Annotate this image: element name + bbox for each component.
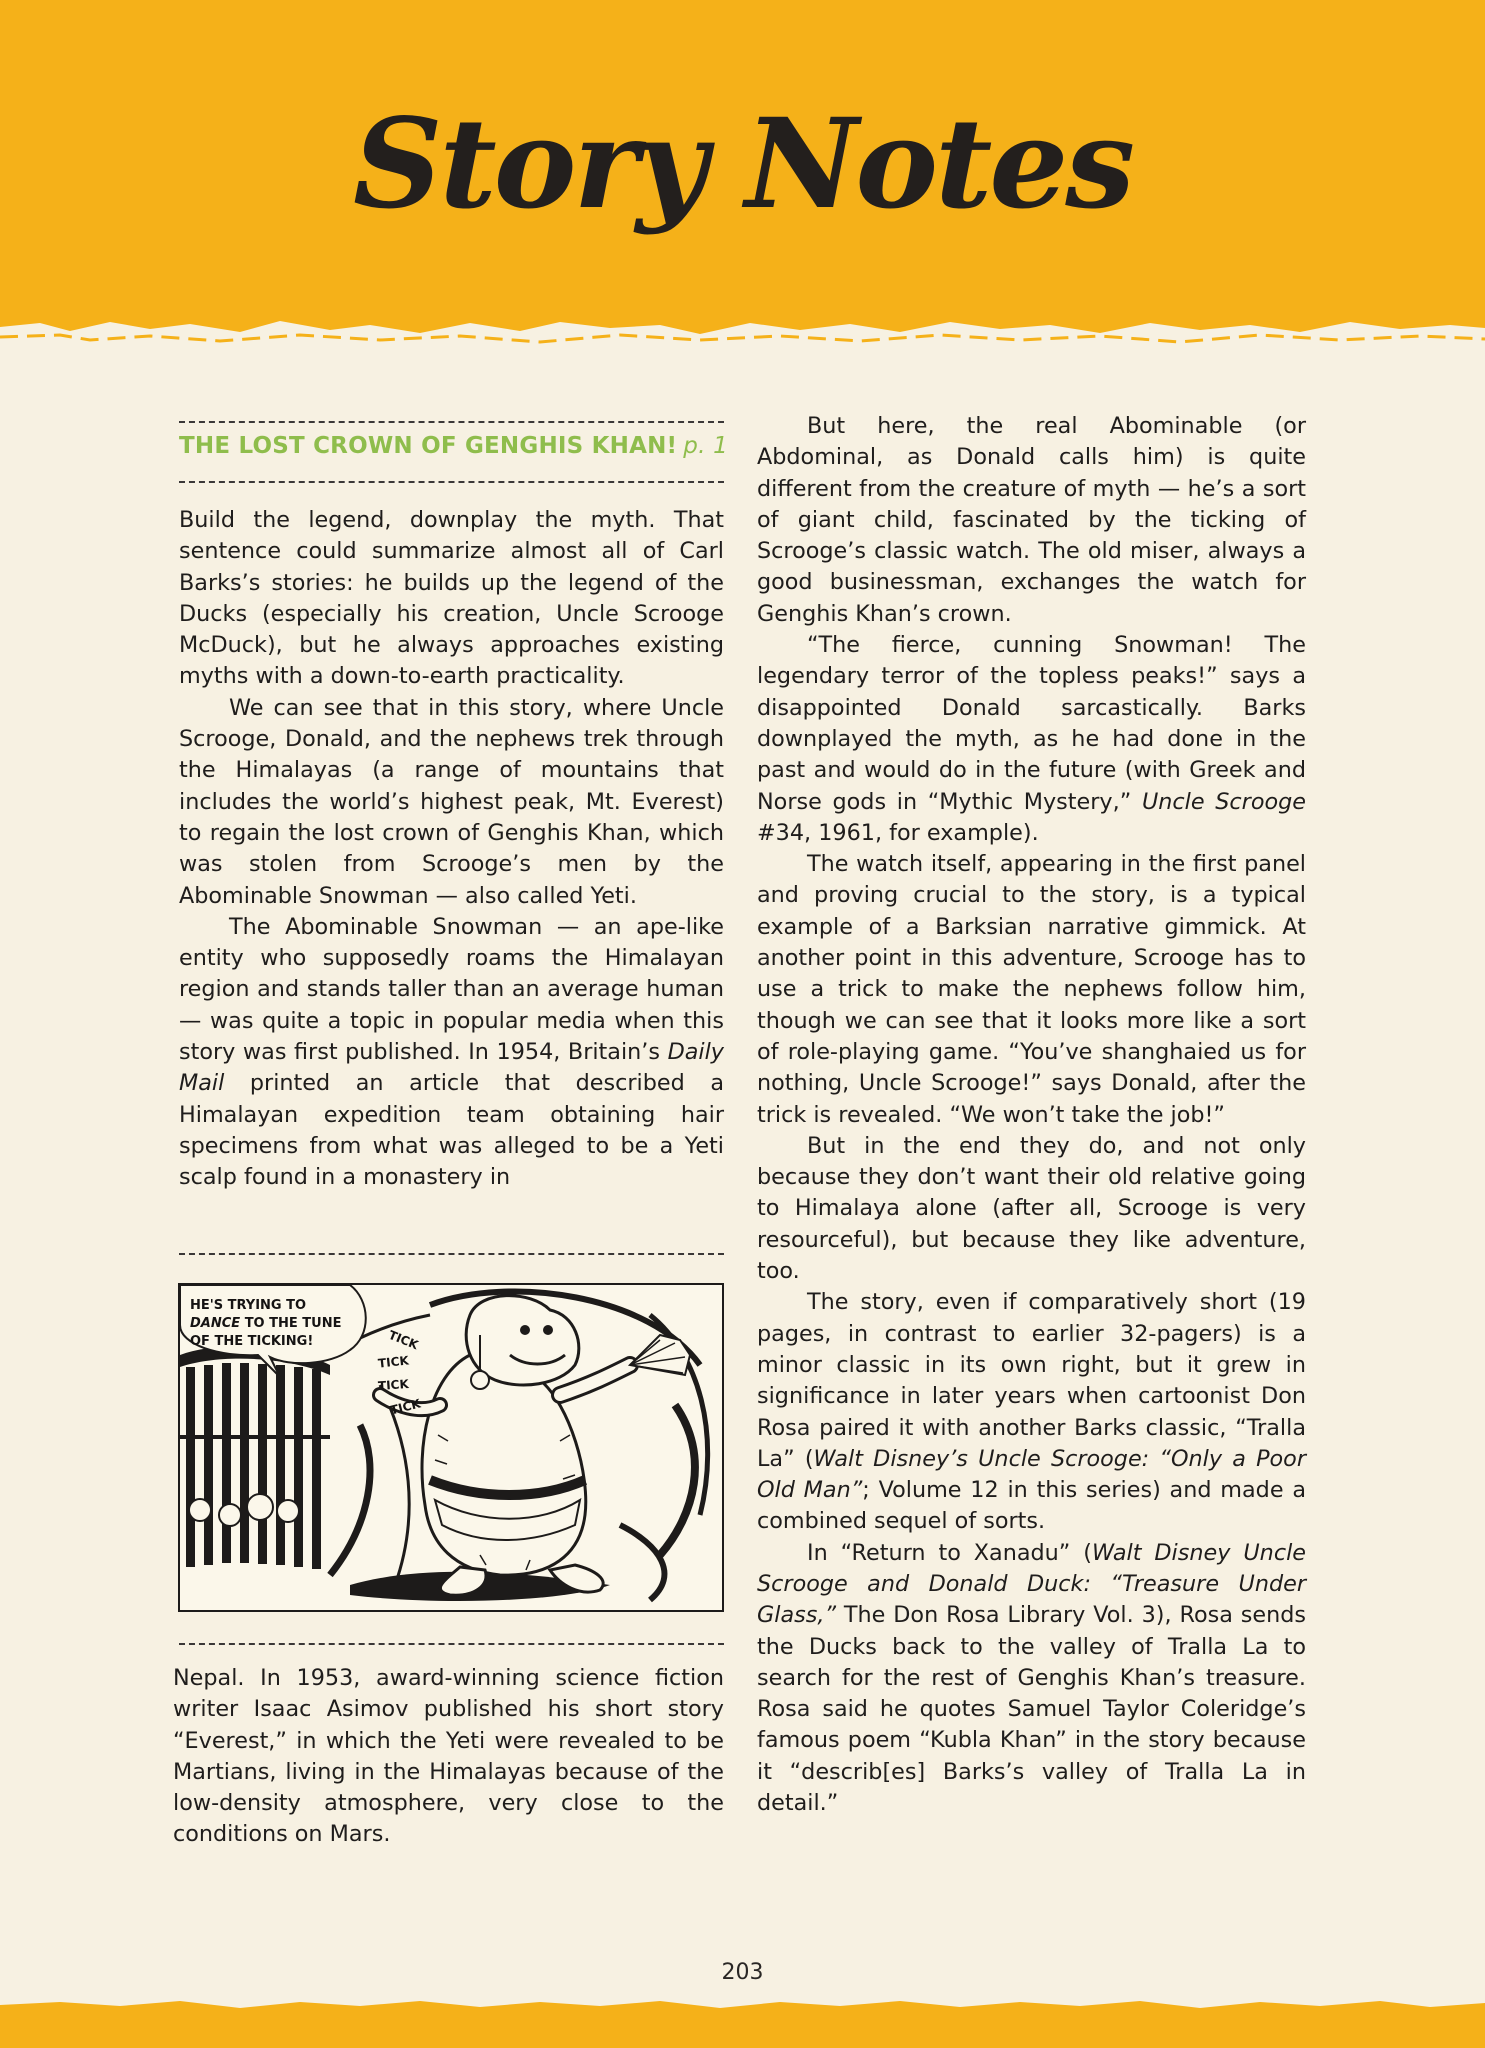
section-heading	[179, 433, 728, 459]
left-column-continued	[173, 1663, 724, 1851]
right-column-text	[757, 411, 1306, 1819]
divider-below-panel	[179, 1643, 724, 1645]
paragraph: The Abominable Snowman — an ape-like entity who supposedly roams the Himalayan region and stands taller than an average human — was quite a topic in popular media when this story was first published. In 1954, Britain’s Daily Mail printed an article that described a Himalayan expedition team obtaining hair specimens from what was alleged to be a Yeti scalp found in a monastery in	[179, 913, 724, 1191]
paragraph: “The fierce, cunning Snowman! The legendary terror of the topless peaks!” says a disappointed Donald sarcastically. Barks downplayed the myth, as he had done in the past and would do in the future (with Greek and Norse gods in “Mythic Mystery,” Uncle Scrooge #34, 1961, for example).	[757, 632, 1306, 846]
torn-edge-bottom	[0, 1997, 1485, 2013]
paragraph: We can see that in this story, where Uncle Scrooge, Donald, and the nephews trek through the Himalayas (a range of mountains that includes the world’s highest peak, Mt. Everest) to regain the lost crown of Genghis Khan, which was stolen from Scrooge’s men by the Abominable Snowman — also called Yeti.	[179, 694, 724, 909]
publication-title: Walt Disney’s Uncle Scrooge: “Only a Poor Old Man”	[757, 1445, 1306, 1504]
torn-edge-top	[0, 313, 1485, 353]
speech-balloon: HE'S TRYING TO DANCE TO THE TUNE OF THE TICKING!	[190, 1298, 342, 1349]
publication-title: Walt Disney Uncle Scrooge and Donald Duck: “Treasure Under Glass,”	[757, 1539, 1306, 1629]
sound-effect: TICK	[388, 1396, 423, 1418]
speech-emphasis: DANCE	[190, 1316, 241, 1331]
page-number: 203	[721, 1960, 764, 1985]
divider-top	[179, 421, 724, 423]
divider-heading-bottom	[179, 481, 724, 483]
paragraph: Nepal. In 1953, award-winning science fiction writer Isaac Asimov published his short story “Everest,” in which the Yeti were revealed to be Martians, living in the Himalayas because of the low-density atmosphere, very close to the conditions on Mars.	[173, 1665, 724, 1848]
paragraph: But in the end they do, and not only because they don’t want their old relative going to Himalaya alone (after all, Scrooge is very resourceful), but because they like adventure, too.	[757, 1132, 1306, 1285]
left-column-text	[179, 505, 724, 1194]
paragraph: The watch itself, appearing in the first panel and proving crucial to the story, is a typical example of a Barksian narrative gimmick. At another point in this adventure, Scrooge has to use a trick to make the nephews follow him, though we can see that it looks more like a sort of role-playing game. “You’ve shanghaied us for nothing, Uncle Scrooge!” says Donald, after the trick is revealed. “We won’t take the job!”	[757, 851, 1306, 1128]
sound-effect: TICK	[386, 1327, 421, 1353]
publication-title: Daily Mail	[179, 1039, 724, 1097]
section-title: THE LOST CROWN OF GENGHIS KHAN!	[179, 433, 678, 459]
publication-title: Uncle Scrooge	[1141, 788, 1306, 815]
paragraph: In “Return to Xanadu” (Walt Disney Uncle Scrooge and Donald Duck: “Treasure Under Glass,” The Don Rosa Library Vol. 3), Rosa sends the Ducks back to the valley of Tralla La to search for the rest of Genghis Khan’s treasure. Rosa said he quotes Samuel Taylor Coleridge’s famous poem “Kubla Khan” in the story because it “describ[es] Barks’s valley of Tralla La in detail.”	[757, 1539, 1306, 1817]
page-title: Story Notes	[352, 92, 1133, 237]
sound-effect: TICK	[377, 1353, 410, 1371]
divider-above-panel	[179, 1253, 724, 1255]
paragraph: But here, the real Abominable (or Abdominal, as Donald calls him) is quite different from the creature of myth — he’s a sort of giant child, fascinated by the ticking of Scrooge’s classic watch. The old miser, always a good businessman, exchanges the watch for Genghis Khan’s crown.	[757, 413, 1306, 627]
paragraph: Build the legend, downplay the myth. That sentence could summarize almost all of Carl Barks’s stories: he builds up the legend of the Ducks (especially his creation, Uncle Scrooge McDuck), but he always approaches existing myths with a down-to-earth practicality.	[179, 507, 724, 690]
section-page-ref: p. 1	[683, 433, 728, 459]
sound-effect: TICK	[377, 1376, 410, 1394]
footer-band	[0, 1998, 1485, 2048]
comic-panel	[178, 1283, 724, 1612]
paragraph: The story, even if comparatively short (19 pages, in contrast to earlier 32-pagers) is a minor classic in its own right, but it grew in significance in later years when cartoonist Don Rosa paired it with another Barks classic, “Tralla La” (Walt Disney’s Uncle Scrooge: “Only a Poor Old Man”; Volume 12 in this series) and made a combined sequel of sorts.	[757, 1289, 1306, 1535]
